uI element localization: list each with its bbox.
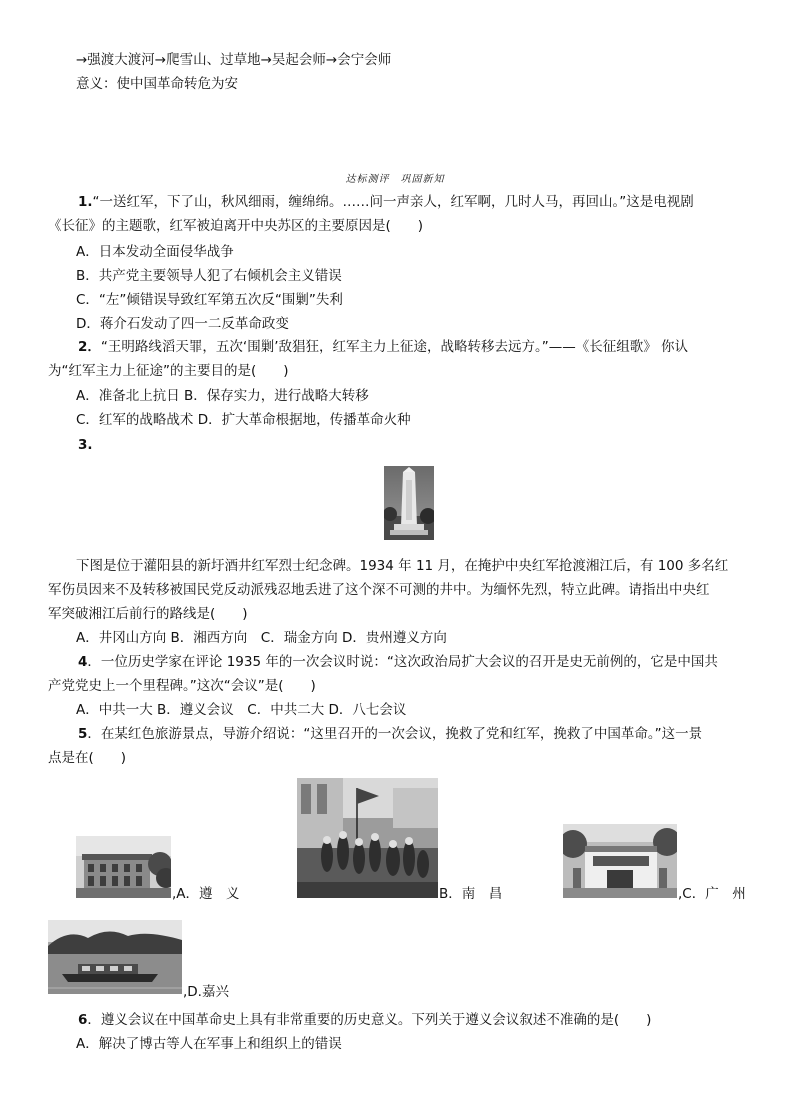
q2-options-line2: C．红军的战略战术 D．扩大革命根据地，传播革命火种 [76, 412, 411, 428]
zunyi-photo [76, 836, 171, 898]
q2-stem-line2: 为“红军主力上征途”的主要目的是( ) [48, 363, 289, 379]
q5-caption-b: B．南 昌 [439, 886, 503, 902]
q1-stem-line2: 《长征》的主题歌，红军被迫离开中央苏区的主要原因是( ) [48, 218, 424, 234]
route-line: →强渡大渡河→爬雪山、过草地→吴起会师→会宁会师 [76, 52, 392, 68]
q3-stem-line2: 军伤员因来不及转移被国民党反动派残忍地丢进了这个深不可测的井中。为缅怀先烈，特立此碑。请指出中央红 [48, 582, 710, 598]
q1-stem-line1 [78, 192, 694, 212]
q5-stem-line2: 点是在( ) [48, 750, 127, 766]
q1-option-a: A．日本发动全面侵华战争 [76, 244, 234, 260]
q4-stem-line2: 产党党史上一个里程碑。”这次“会议”是( ) [48, 678, 316, 694]
q2-options-line1: A．准备北上抗日 B．保存实力，进行战略大转移 [76, 388, 369, 404]
nanchang-photo [297, 778, 438, 898]
q4-options: A．中共一大 B．遵义会议 C．中共二大 D．八七会议 [76, 702, 407, 718]
q4-number: 4 [78, 654, 88, 670]
q5-stem-text: ．在某红色旅游景点，导游介绍说：“这里召开的一次会议，挽救了党和红军，挽救了中国革命。”这一景 [87, 726, 703, 742]
monument-photo [384, 466, 434, 540]
q2-stem-text: “王明路线滔天罪，五次‘围剿’敌猖狂，红军主力上征途，战略转移去远方。”——《长征组歌》 你认 [100, 339, 689, 355]
q1-stem-text: “一送红军，下了山，秋风细雨，缠绵绵。……问一声亲人，红军啊，几时人马，再回山。”这是电视剧 [92, 194, 694, 210]
q4-stem-line1 [78, 652, 718, 672]
q2-stem-line1 [78, 337, 688, 357]
q4-stem-text: ．一位历史学家在评论 1935 年的一次会议时说：“这次政治局扩大会议的召开是史无前例的，它是中国共 [87, 654, 718, 670]
section-title: 达标测评 巩固新知 [345, 174, 445, 185]
guangzhou-photo [563, 824, 677, 898]
q6-stem-line1 [78, 1010, 651, 1030]
q6-stem-text: ．遵义会议在中国革命史上具有非常重要的历史意义。下列关于遵义会议叙述不准确的是( ) [87, 1012, 652, 1028]
q2-number: 2． [78, 339, 101, 355]
q5-caption-d: ,D.嘉兴 [183, 984, 229, 1000]
q1-option-d: D．蒋介石发动了四一二反革命政变 [76, 316, 289, 332]
q6-number: 6 [78, 1012, 88, 1028]
q6-option-a: A．解决了博古等人在军事上和组织上的错误 [76, 1036, 342, 1052]
meaning-line: 意义：使中国革命转危为安 [76, 76, 238, 92]
q5-caption-a: ,A．遵 义 [172, 886, 240, 902]
q3-stem-line1: 下图是位于灌阳县的新圩酒井红军烈士纪念碑。1934 年 11 月，在掩护中央红军抢渡湘江后，有 100 多名红 [76, 558, 729, 574]
q5-number: 5 [78, 726, 88, 742]
q1-option-b: B．共产党主要领导人犯了右倾机会主义错误 [76, 268, 342, 284]
q5-caption-c: ,C．广 州 [678, 886, 746, 902]
q3-stem-line3: 军突破湘江后前行的路线是( ) [48, 606, 248, 622]
jiaxing-photo [48, 920, 182, 994]
q1-option-c: C．“左”倾错误导致红军第五次反“围剿”失利 [76, 292, 343, 308]
q1-number: 1. [78, 194, 93, 210]
q3-number: 3. [78, 437, 93, 453]
q5-stem-line1 [78, 724, 702, 744]
q3-options: A．井冈山方向 B．湘西方向 C．瑞金方向 D．贵州遵义方向 [76, 630, 447, 646]
